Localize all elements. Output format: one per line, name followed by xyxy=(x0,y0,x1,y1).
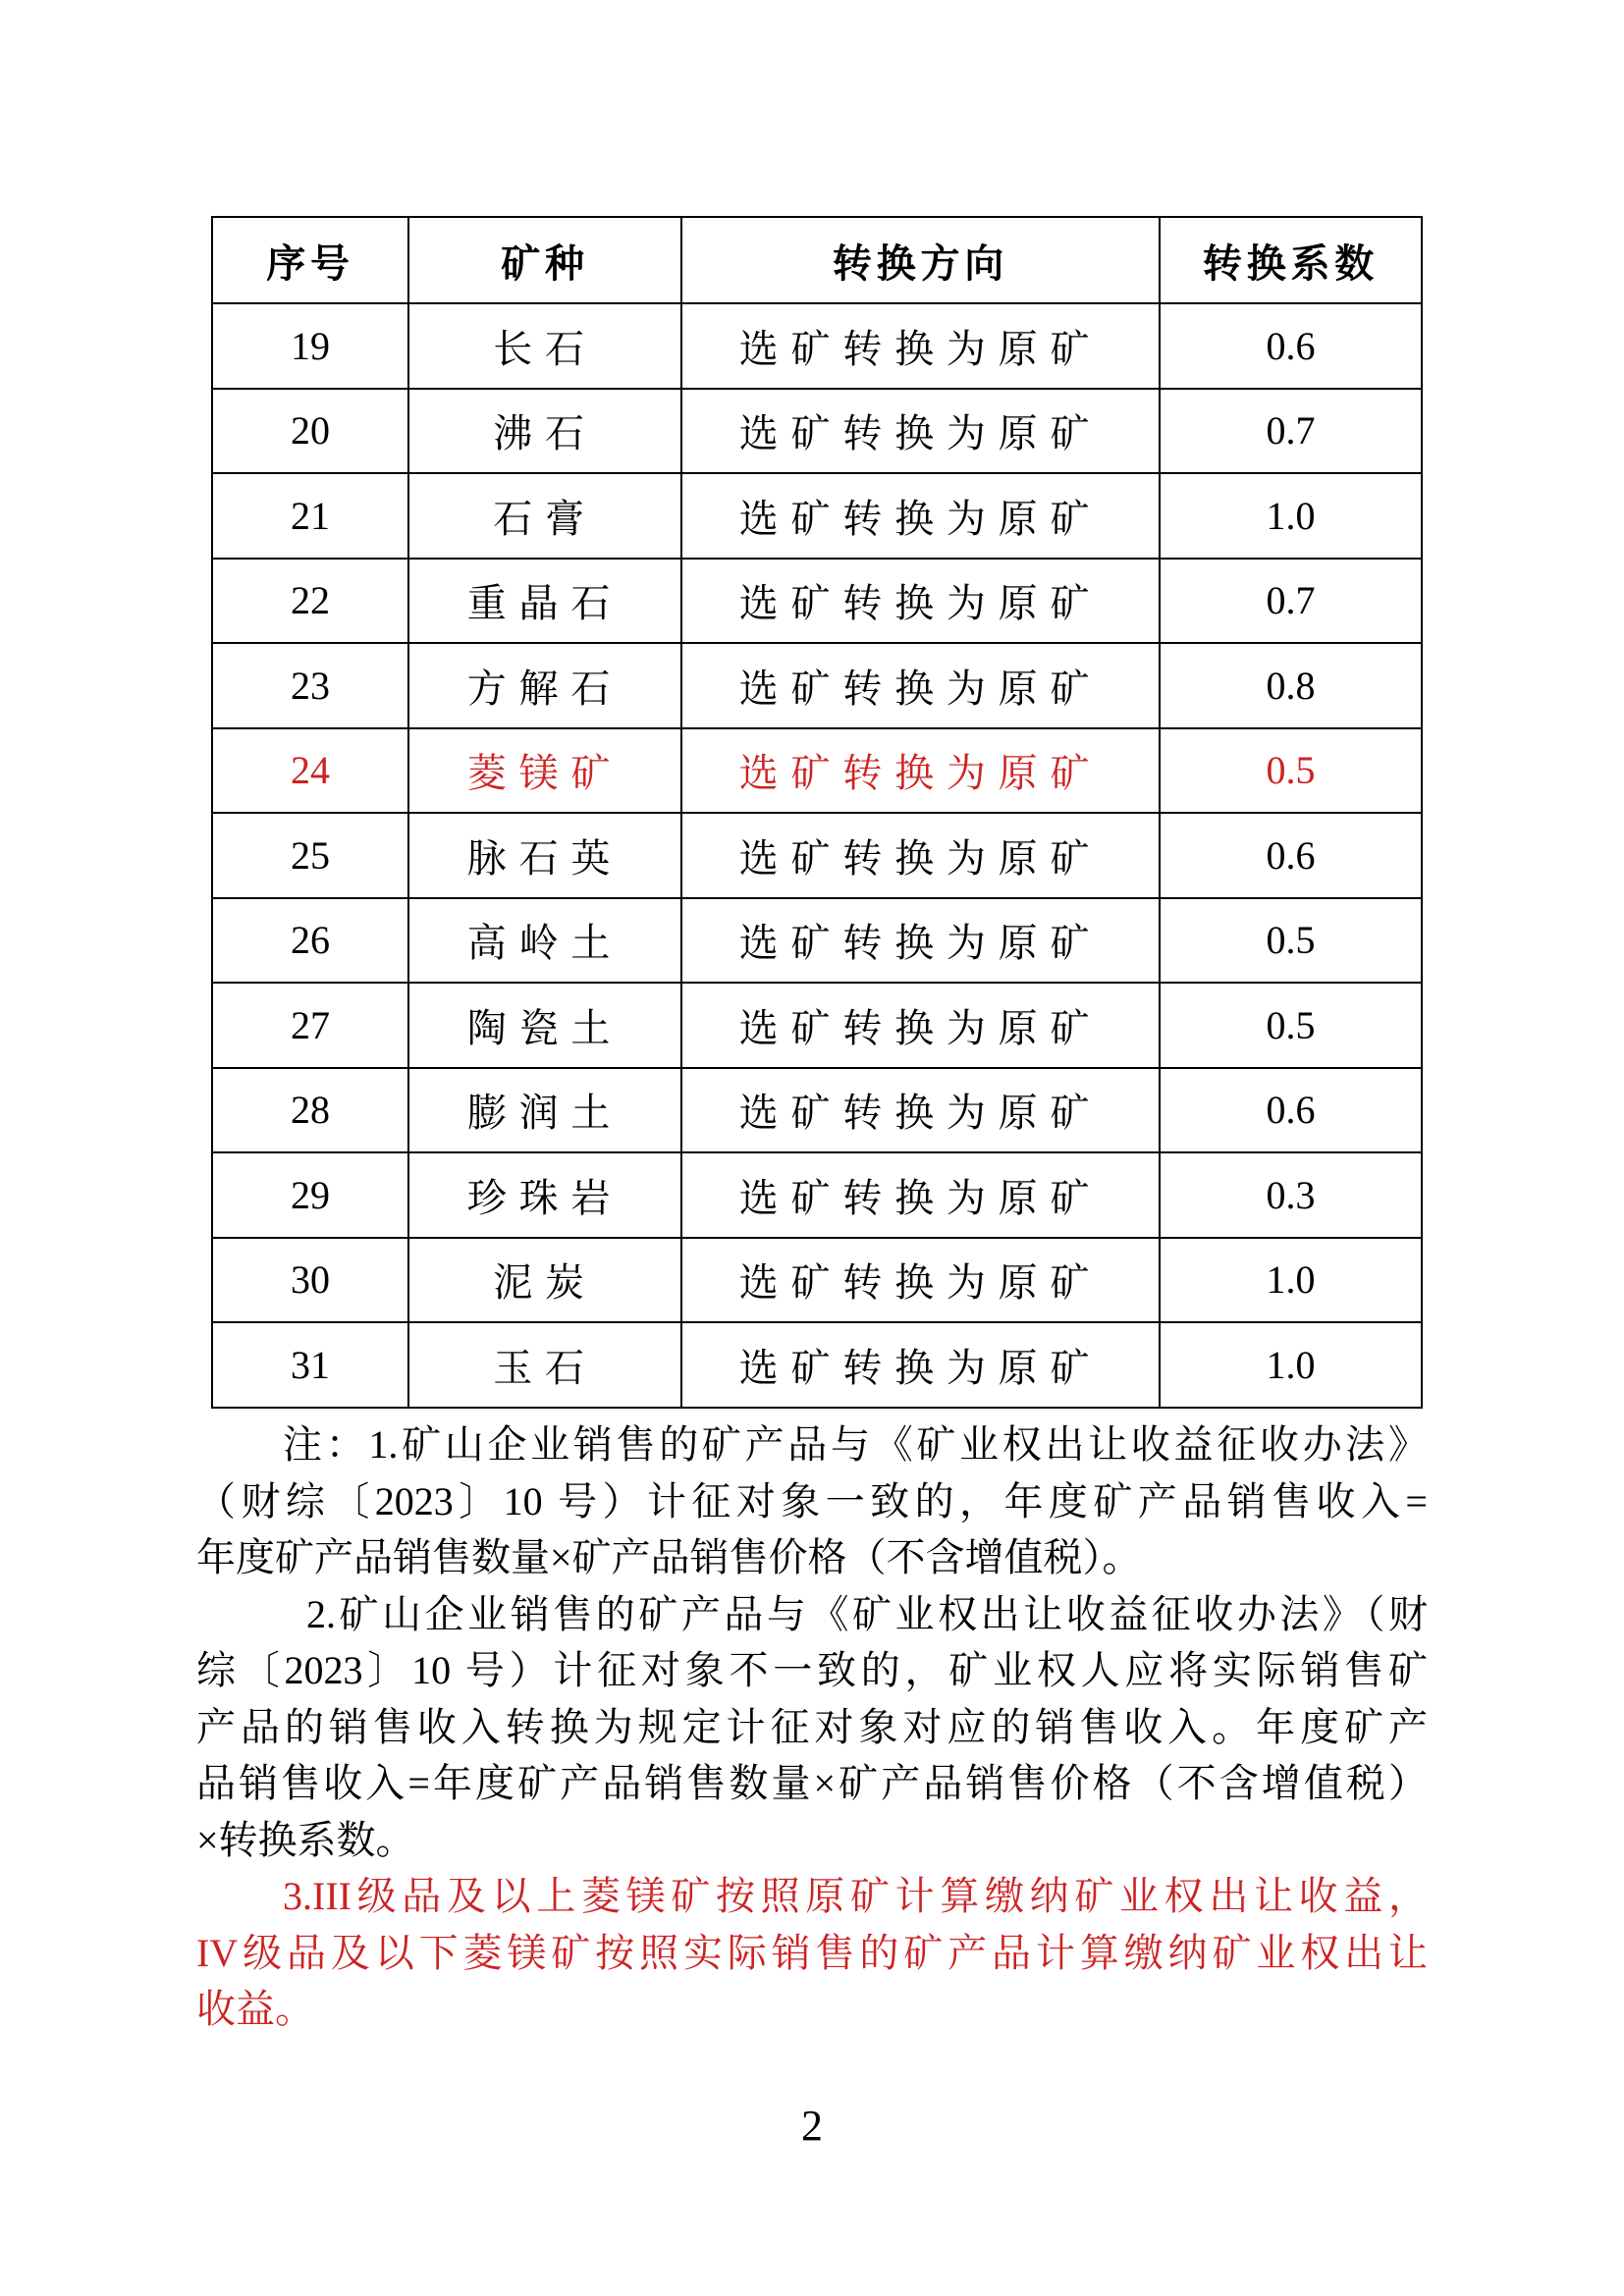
note-line-highlighted: IV级品及以下菱镁矿按照实际销售的矿产品计算缴纳矿业权出让 xyxy=(196,1930,1428,1975)
cell-direction: 选矿转换为原矿 xyxy=(681,559,1160,644)
cell-mineral: 菱镁矿 xyxy=(408,728,681,814)
cell-direction: 选矿转换为原矿 xyxy=(681,813,1160,898)
col-header-mineral: 矿种 xyxy=(408,217,681,303)
table-row xyxy=(212,813,1422,898)
cell-coefficient: 1.0 xyxy=(1160,1238,1422,1323)
table-row xyxy=(212,389,1422,474)
cell-mineral: 玉石 xyxy=(408,1322,681,1408)
cell-direction: 选矿转换为原矿 xyxy=(681,1238,1160,1323)
cell-index: 22 xyxy=(212,559,408,644)
note-line: 品销售收入=年度矿产品销售数量×矿产品销售价格（不含增值税） xyxy=(196,1761,1428,1805)
note-line-highlighted: 收益。 xyxy=(196,1987,314,2031)
cell-index: 19 xyxy=(212,303,408,389)
table-row xyxy=(212,728,1422,814)
notes-block xyxy=(196,1416,1428,2038)
cell-direction: 选矿转换为原矿 xyxy=(681,983,1160,1068)
cell-coefficient: 1.0 xyxy=(1160,473,1422,559)
table-row xyxy=(212,643,1422,728)
cell-mineral: 重晶石 xyxy=(408,559,681,644)
cell-direction: 选矿转换为原矿 xyxy=(681,1322,1160,1408)
note-line: （财综〔2023〕10 号）计征对象一致的，年度矿产品销售收入= xyxy=(196,1478,1428,1523)
cell-mineral: 高岭土 xyxy=(408,898,681,984)
table-row xyxy=(212,1238,1422,1323)
cell-direction: 选矿转换为原矿 xyxy=(681,473,1160,559)
note-line: ×转换系数。 xyxy=(196,1817,415,1862)
cell-index: 27 xyxy=(212,983,408,1068)
cell-direction: 选矿转换为原矿 xyxy=(681,303,1160,389)
cell-coefficient: 0.5 xyxy=(1160,983,1422,1068)
table-row xyxy=(212,303,1422,389)
table-row xyxy=(212,898,1422,984)
cell-mineral: 长石 xyxy=(408,303,681,389)
cell-coefficient: 0.7 xyxy=(1160,389,1422,474)
cell-index: 28 xyxy=(212,1068,408,1153)
cell-coefficient: 0.6 xyxy=(1160,813,1422,898)
cell-coefficient: 0.5 xyxy=(1160,898,1422,984)
col-header-direction: 转换方向 xyxy=(681,217,1160,303)
cell-mineral: 石膏 xyxy=(408,473,681,559)
cell-coefficient: 0.3 xyxy=(1160,1152,1422,1238)
table-row xyxy=(212,1152,1422,1238)
cell-direction: 选矿转换为原矿 xyxy=(681,643,1160,728)
cell-mineral: 脉石英 xyxy=(408,813,681,898)
cell-mineral: 珍珠岩 xyxy=(408,1152,681,1238)
cell-coefficient: 0.7 xyxy=(1160,559,1422,644)
cell-direction: 选矿转换为原矿 xyxy=(681,389,1160,474)
note-line: 综〔2023〕10 号）计征对象不一致的，矿业权人应将实际销售矿 xyxy=(196,1648,1428,1692)
table-row xyxy=(212,473,1422,559)
note-line: 2.矿山企业销售的矿产品与《矿业权出让收益征收办法》（财 xyxy=(306,1591,1428,1636)
table-row xyxy=(212,559,1422,644)
cell-direction: 选矿转换为原矿 xyxy=(681,898,1160,984)
table-row xyxy=(212,983,1422,1068)
cell-index: 26 xyxy=(212,898,408,984)
cell-index: 29 xyxy=(212,1152,408,1238)
table-row xyxy=(212,1068,1422,1153)
cell-index: 21 xyxy=(212,473,408,559)
cell-mineral: 膨润土 xyxy=(408,1068,681,1153)
table-row xyxy=(212,1322,1422,1408)
note-line: 注：1.矿山企业销售的矿产品与《矿业权出让收益征收办法》 xyxy=(283,1422,1428,1467)
cell-index: 25 xyxy=(212,813,408,898)
cell-coefficient: 1.0 xyxy=(1160,1322,1422,1408)
cell-index: 30 xyxy=(212,1238,408,1323)
conversion-coefficient-table xyxy=(211,216,1423,1409)
note-line-highlighted: 3.III级品及以上菱镁矿按照原矿计算缴纳矿业权出让收益， xyxy=(283,1874,1428,1918)
table-body xyxy=(212,303,1422,1408)
col-header-coefficient: 转换系数 xyxy=(1160,217,1422,303)
cell-index: 24 xyxy=(212,728,408,814)
cell-coefficient: 0.8 xyxy=(1160,643,1422,728)
note-line: 产品的销售收入转换为规定计征对象对应的销售收入。年度矿产 xyxy=(196,1704,1428,1749)
cell-coefficient: 0.6 xyxy=(1160,303,1422,389)
cell-coefficient: 0.6 xyxy=(1160,1068,1422,1153)
note-line: 年度矿产品销售数量×矿产品销售价格（不含增值税）。 xyxy=(196,1535,1142,1579)
cell-direction: 选矿转换为原矿 xyxy=(681,1152,1160,1238)
cell-direction: 选矿转换为原矿 xyxy=(681,1068,1160,1153)
cell-coefficient: 0.5 xyxy=(1160,728,1422,814)
page-number: 2 xyxy=(801,2102,823,2150)
cell-direction: 选矿转换为原矿 xyxy=(681,728,1160,814)
cell-index: 23 xyxy=(212,643,408,728)
cell-mineral: 陶瓷土 xyxy=(408,983,681,1068)
table-header-row xyxy=(212,217,1422,303)
cell-mineral: 方解石 xyxy=(408,643,681,728)
cell-mineral: 沸石 xyxy=(408,389,681,474)
cell-index: 20 xyxy=(212,389,408,474)
cell-index: 31 xyxy=(212,1322,408,1408)
col-header-index: 序号 xyxy=(212,217,408,303)
cell-mineral: 泥炭 xyxy=(408,1238,681,1323)
